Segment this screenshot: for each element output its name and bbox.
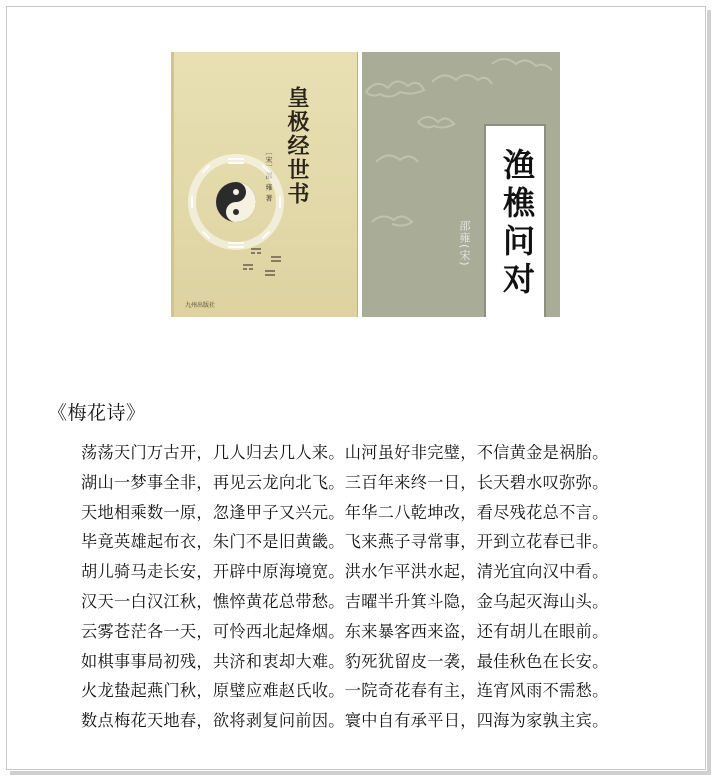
poem-line: 数点梅花天地春，欲将剥复问前因。寰中自有承平日，四海为家孰主宾。 xyxy=(81,711,609,731)
poem-line: 汉天一白汉江秋，憔悴黄花总带愁。吉曜半升箕斗隐，金乌起灭海山头。 xyxy=(81,591,609,611)
book-cover-huangji xyxy=(171,52,358,317)
publisher-name: 九州出版社 xyxy=(185,302,216,309)
poem-line: 云雾苍茫各一天，可怜西北起烽烟。东来暴客西来盗，还有胡儿在眼前。 xyxy=(81,621,609,641)
poem-line: 如棋事事局初残，共济和衷却大难。豹死犹留皮一袭，最佳秋色在长安。 xyxy=(81,651,609,671)
cover-stripe xyxy=(171,52,174,317)
book-title: 渔樵问对 xyxy=(498,148,536,300)
book-author: 〔宋〕邵 雍 著 xyxy=(265,148,273,203)
poem-line: 天地相乘数一原，忽逢甲子又兴元。年华二八乾坤改，看尽残花总不言。 xyxy=(81,502,609,522)
frame-shadow xyxy=(707,10,711,774)
book-cover-yuqiao xyxy=(362,52,560,317)
poem-line: 火龙蛰起燕门秋，原璧应难赵氏收。一院奇花春有主，连宵风雨不需愁。 xyxy=(81,681,609,701)
yin-yang-icon xyxy=(216,182,256,222)
frame-shadow xyxy=(10,771,711,775)
book-title: 皇极经世书 xyxy=(284,86,310,206)
bagua-diagram xyxy=(181,152,301,282)
poem-line: 毕竟英雄起布衣，朱门不是旧黄畿。飞来燕子寻常事，开到立花春已非。 xyxy=(81,532,609,552)
book-author: 邵雍(宋) xyxy=(458,220,471,267)
poem-title: 《梅花诗》 xyxy=(48,402,146,424)
poem-line: 胡儿骑马走长安，开辟中原海境宽。洪水乍平洪水起，清光宜向汉中看。 xyxy=(81,562,609,582)
poem-line: 荡荡天门万古开，几人归去几人来。山河虽好非完璧，不信黄金是祸胎。 xyxy=(81,443,609,462)
poem-line: 湖山一梦事全非，再见云龙向北飞。三百年来终一日，长天碧水叹弥弥。 xyxy=(81,472,609,492)
poem-body xyxy=(81,438,681,736)
title-panel xyxy=(484,124,546,317)
